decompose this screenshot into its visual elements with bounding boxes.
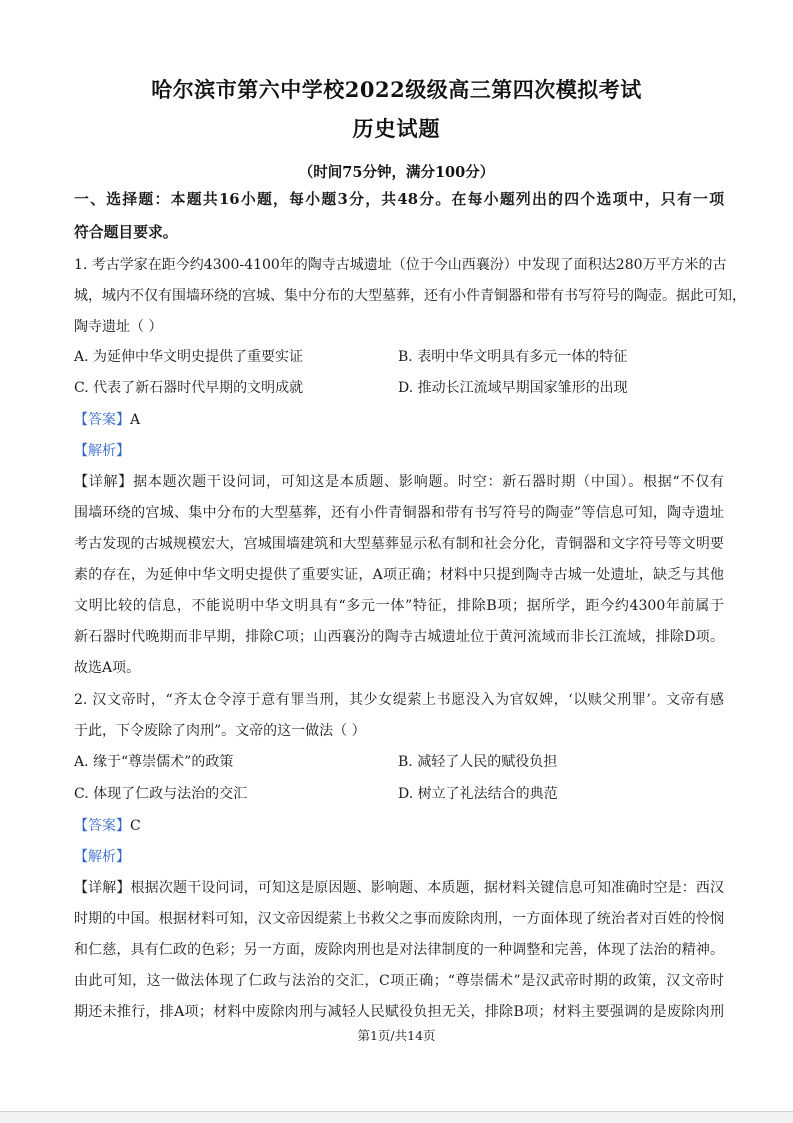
q2-option-b: B. 减轻了人民的赋役负担	[398, 754, 558, 770]
q2-detail-line-4: 由此可知，这一做法体现了仁政与法治的交汇，C项正确；“尊崇儒术”是汉武帝时期的政策，汉文帝时	[74, 973, 724, 989]
q2-analysis-tag: 【解析】	[74, 849, 130, 865]
q1-answer-value: A	[130, 412, 141, 428]
q1-analysis-tag: 【解析】	[74, 443, 130, 459]
q2-answer-value: C	[130, 818, 141, 834]
q1-detail-line-7: 故选A项。	[74, 660, 141, 676]
q1-option-a: A. 为延伸中华文明史提供了重要实证	[74, 349, 304, 365]
q1-option-b: B. 表明中华文明具有多元一体的特征	[398, 349, 628, 365]
q1-detail-line-5: 文明比较的信息，不能说明中华文明具有“多元一体”特征，排除B项；据所学，距今约4300年前属于	[74, 598, 724, 614]
q1-option-c: C. 代表了新石器时代早期的文明成就	[74, 380, 304, 396]
q2-detail-text-1: 根据次题干设问词，可知这是原因题、影响题、本质题，据材料关键信息可知准确时空是：西汉	[130, 880, 725, 896]
section-heading-line-2: 符合题目要求。	[74, 224, 178, 241]
q2-detail-line-2: 时期的中国。根据材料可知，汉文帝因缇萦上书救父之事而废除肉刑，一方面体现了统治者对百姓的怜悯	[74, 911, 724, 927]
exam-title: 哈尔滨市第六中学校2022级级高三第四次模拟考试	[151, 77, 642, 102]
q2-analysis	[74, 847, 724, 867]
q2-stem-line-1: 2. 汉文帝时，“齐太仓令淳于意有罪当刑，其少女缇萦上书愿没入为官奴婢，‘以赎父刑罪’。文帝有感	[74, 692, 724, 708]
q1-detail-line-4: 素的存在，为延伸中华文明史提供了重要实证，A项正确；材料中只提到陶寺古城一处遗址，缺乏与其他	[74, 567, 724, 583]
q2-option-d: D. 树立了礼法结合的典范	[398, 786, 558, 802]
page-bottom-edge	[0, 1111, 793, 1123]
q1-answer-tag: 【答案】	[74, 412, 130, 428]
q2-detail-tag: 【详解】	[74, 880, 131, 896]
q1-stem-line-1: 1. 考古学家在距今约4300-4100年的陶寺古城遗址（位于今山西襄汾）中发现了面积达280万平方米的古	[74, 257, 727, 273]
q1-detail-text-1: 据本题次题干设问词，可知这是本质题、影响题。时空：新石器时期（中国）。根据“不仅有	[133, 474, 724, 490]
q1-detail-line-6: 新石器时代晚期而非早期，排除C项；山西襄汾的陶寺古城遗址位于黄河流域而非长江流域，排除D项。	[74, 629, 724, 645]
exam-time-note: （时间75分钟，满分100分）	[298, 164, 495, 181]
q1-stem-line-2: 城，城内不仅有围墙环绕的宫城、集中分布的大型墓葬，还有小件青铜器和带有书写符号的陶壶。据此可知，	[74, 288, 746, 304]
q2-answer-tag: 【答案】	[74, 818, 130, 834]
q1-answer	[74, 410, 724, 430]
page-number: 第1页/共14页	[357, 1028, 436, 1043]
q2-stem-line-2: 于此，下令废除了肉刑”。文帝的这一做法（ ）	[74, 723, 366, 739]
q2-answer	[74, 816, 724, 836]
q1-analysis	[74, 441, 724, 461]
q2-option-c: C. 体现了仁政与法治的交汇	[74, 786, 248, 802]
exam-subject: 历史试题	[352, 116, 441, 141]
q2-detail-line-5: 期还未推行，排A项；材料中废除肉刑与减轻人民赋役负担无关，排除B项；材料主要强调的是废除肉刑	[74, 1004, 724, 1020]
section-heading-line-1: 一、选择题：本题共16小题，每小题3分，共48分。在每小题列出的四个选项中，只有一项	[74, 191, 724, 208]
q1-detail-line-3: 考古发现的古城规模宏大，宫城围墙建筑和大型墓葬显示私有制和社会分化，青铜器和文字符号等文明要	[74, 536, 724, 552]
q1-detail-line-2: 围墙环绕的宫城、集中分布的大型墓葬，还有小件青铜器和带有书写符号的陶壶”等信息可知，陶寺遗址	[74, 505, 724, 521]
q2-option-a: A. 缘于“尊崇儒术”的政策	[74, 754, 234, 770]
q1-stem-line-3: 陶寺遗址（ ）	[74, 319, 163, 335]
q2-detail-line-1	[74, 878, 724, 898]
q1-detail-line-1	[74, 472, 724, 492]
q1-detail-tag: 【详解】	[74, 474, 134, 490]
q2-detail-line-3: 和仁慈，具有仁政的色彩；另一方面，废除肉刑也是对法律制度的一种调整和完善，体现了法治的精神。	[74, 942, 724, 958]
q1-option-d: D. 推动长江流域早期国家雏形的出现	[398, 380, 628, 396]
